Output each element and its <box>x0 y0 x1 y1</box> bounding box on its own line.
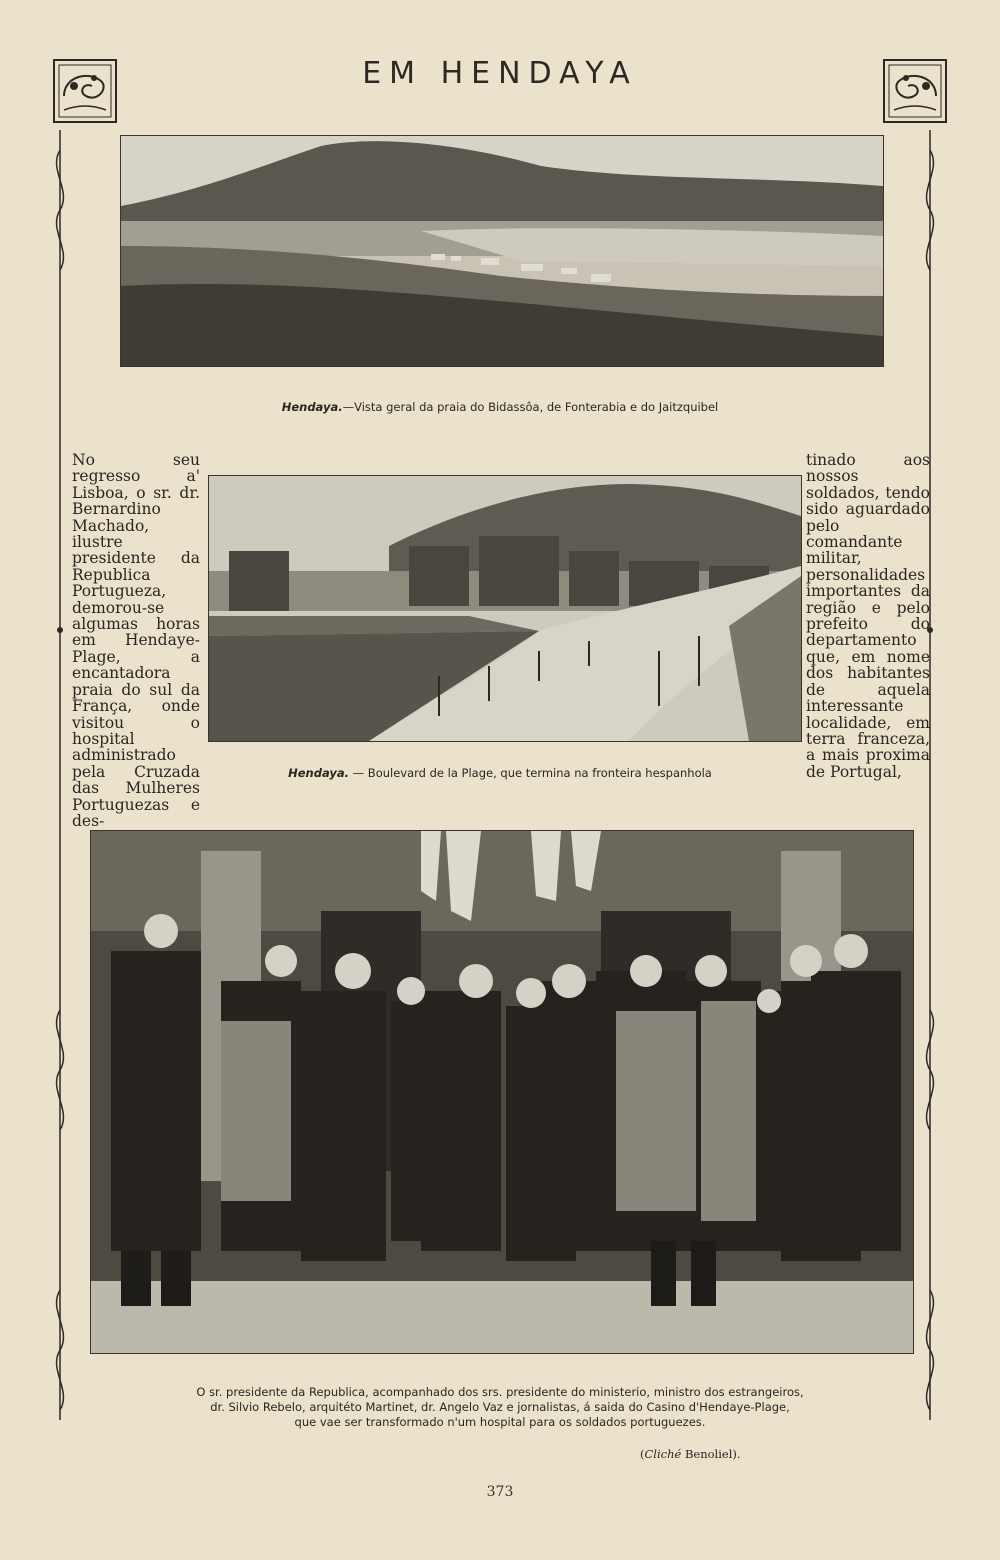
caption-photo-boulevard <box>200 766 800 780</box>
page-number: 373 <box>486 1484 514 1500</box>
caption-text: — Boulevard de la Plage, que termina na fronteira hespanhola <box>349 766 712 780</box>
caption-place: Hendaya. <box>281 400 343 414</box>
caption-photo-panorama <box>140 400 860 414</box>
photo-group-casino <box>90 830 914 1354</box>
ornament-corner-right <box>880 56 950 126</box>
credit-label: Cliché <box>644 1447 682 1461</box>
caption-line-3: que vae ser transformado n'um hospital para os soldados portuguezes. <box>294 1415 706 1429</box>
article-column-left <box>72 452 200 829</box>
caption-place: Hendaya. <box>288 766 349 780</box>
photo-panorama-bidassoa <box>120 135 884 367</box>
caption-photo-group <box>95 1385 905 1430</box>
photo-credit: (Cliché Benoliel). <box>640 1447 741 1461</box>
article-text-left: No seu regresso a' Lisboa, o sr. dr. Bernardino Machado, ilustre presidente da Republica Portugueza, demorou-se algumas horas em Hendaye-Plage, a encantadora praia do sul da França, onde visitou o hospital administrado pela Cruzada das Mulheres Portuguezas e des- <box>72 451 200 830</box>
caption-text: —Vista geral da praia do Bidassôa, de Fonterabia e do Jaitzquibel <box>342 400 719 414</box>
photo-boulevard-plage <box>208 475 802 742</box>
article-column-right <box>806 452 930 780</box>
ornament-border-left <box>48 130 72 1420</box>
page-title: EM HENDAYA <box>362 56 638 91</box>
caption-line-2: dr. Silvio Rebelo, arquitéto Martinet, dr. Angelo Vaz e jornalistas, á saida do Casino d'Hendaye-Plage, <box>210 1400 790 1414</box>
credit-name: Benoliel <box>684 1447 733 1461</box>
article-text-right: tinado aos nossos soldados, tendo sido aguardado pelo comandante militar, personalidades importantes da região e pelo prefeito do departamento que, em nome dos habitantes de aquela interessante localidade, em terra franceza, a mais proxima de Portugal, <box>806 451 930 781</box>
ornament-corner-left <box>50 56 120 126</box>
caption-line-1: O sr. presidente da Republica, acompanhado dos srs. presidente do ministerio, ministro dos estrangeiros, <box>196 1385 804 1399</box>
